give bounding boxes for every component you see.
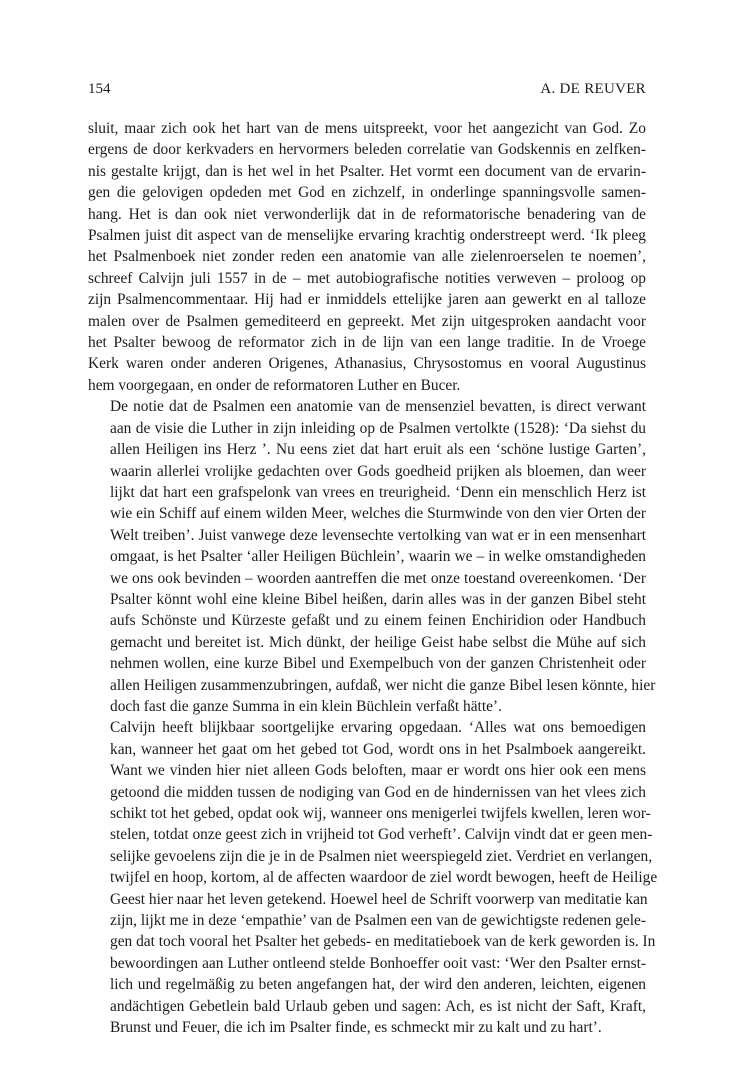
text-line: doch fast die ganze Summa in ein klein Büchlein verfaßt hätte’. (110, 697, 502, 715)
text-line: aan de visie die Luther in zijn inleiding op de Psalmen vertolkte (1528): ‘Da siehst du (110, 419, 646, 437)
text-line: andächtigen Gebetlein bald Urlaub geben und sagen: Ach, es ist nicht der Saft, Kraft, (110, 997, 646, 1015)
text-line: Calvijn heeft blijkbaar soortgelijke ervaring opgedaan. ‘Alles wat ons bemoedigen (110, 719, 646, 737)
text-line: Kerk waren onder anderen Origenes, Athanasius, Chrysostomus en vooral Augustinus (88, 355, 646, 373)
text-line: twijfel en hoop, kortom, al de affecten waardoor de ziel wordt bewogen, heeft de Heilige (110, 869, 658, 887)
text-line: het Psalter bewoog de reformator zich in de lijn van een lange traditie. In de Vroege (88, 334, 646, 352)
text-line: malen over de Psalmen gemediteerd en gepreekt. Met zijn uitgesproken aandacht voor (88, 312, 646, 330)
page-number: 154 (88, 81, 111, 97)
text-line: lijkt dat hart een grafspelonk van vrees en treurigheid. ‘Denn ein menschlich Herz ist (110, 483, 646, 501)
text-line: nis gestalte krijgt, dan is het wel in het Psalter. Het vormt een document van de ervarin- (88, 162, 646, 180)
text-line: schreef Calvijn juli 1557 in de – met autobiografische notities verweven – proloog op (88, 269, 646, 287)
text-line: ergens de door kerkvaders en hervormers beleden correlatie van Godskennis en zelfken- (88, 141, 646, 159)
text-line: bewoordingen aan Luther ontleend stelde Bonhoeffer ooit vast: ‘Wer den Psalter ernst- (110, 954, 646, 972)
text-line: hem voorgegaan, en onder de reformatoren Luther en Bucer. (88, 376, 461, 394)
paragraph-2 (88, 396, 656, 717)
text-line: zijn, lijkt me in deze ‘empathie’ van de Psalmen een van de gewichtigste redenen gele- (110, 912, 646, 930)
text-line: gen dat toch vooral het Psalter het gebeds- en meditatieboek van de kerk geworden is. In (110, 933, 656, 951)
text-line: lich und regelmäßig zu beten angefangen hat, der wird den anderen, leichten, eigenen (110, 976, 646, 994)
running-title: A. DE REUVER (540, 81, 646, 97)
paragraph-1 (88, 118, 646, 396)
text-line: omgaat, is het Psalter ‘aller Heiligen Büchlein’, waarin we – in welke omstandigheden (110, 548, 646, 566)
text-line: wie ein Schiff auf einem wilden Meer, welches die Sturmwinde von den vier Orten der (110, 505, 646, 523)
text-line: allen Heiligen zusammenzubringen, aufdaß, wer nicht die ganze Bibel lesen könnte, hier (110, 676, 656, 694)
text-line: Geest hier naar het leven getekend. Hoewel heel de Schrift voorwerp van meditatie kan (110, 890, 648, 908)
text-line: gen die gelovigen opdeden met God en zichzelf, in onderlinge spanningsvolle samen- (88, 184, 646, 202)
text-line: aufs Schönste und Kürzeste gefaßt und zu einem feinen Enchiridion oder Handbuch (110, 612, 646, 630)
text-line: sluit, maar zich ook het hart van de mens uitspreekt, voor het aangezicht van God. Zo (88, 120, 646, 137)
text-line: De notie dat de Psalmen een anatomie van de mensenziel bevatten, is direct verwant (110, 398, 646, 416)
text-line: Psalter könnt wohl eine kleine Bibel heißen, darin alles was in der ganzen Bibel steht (110, 590, 646, 608)
text-line: stelen, totdat onze geest zich in vrijheid tot God verheft’. Calvijn vindt dat er geen men- (110, 826, 653, 844)
body-text (88, 118, 658, 1038)
text-line: Psalmen juist dit aspect van de menselijke ervaring krachtig onderstreept werd. ‘Ik pleeg (88, 227, 646, 245)
text-line: gemacht und bereitet ist. Mich dünkt, der heilige Geist habe selbst die Mühe auf sich (110, 633, 646, 651)
paragraph-3 (88, 717, 658, 1038)
text-line: kan, wanneer het gaat om het gebed tot God, wordt ons in het Psalmboek aangereikt. (110, 740, 646, 758)
text-line: we ons ook bevinden – woorden aantreffen die met onze toestand overeenkomen. ‘Der (110, 569, 646, 587)
text-line: Brunst und Feuer, die ich im Psalter finde, es schmeckt mir zu kalt und zu hart’. (110, 1019, 602, 1037)
text-line: het Psalmenboek niet zonder reden een anatomie van alle zielenroerselen te noemen’, (88, 248, 646, 266)
text-line: getoond die midden tussen de nodiging van God en de hindernissen van het vlees zich (110, 783, 646, 801)
text-line: Want we vinden hier niet alleen Gods beloften, maar er wordt ons hier ook een mens (110, 762, 646, 780)
text-line: schikt tot het gebed, opdat ook wij, wanneer ons menigerlei twijfels kwellen, leren wor- (110, 805, 651, 822)
text-line: waarin allerlei vrolijke gedachten over Gods goedheid prijken als bloemen, dan weer (110, 462, 646, 480)
running-head (88, 78, 646, 100)
text-line: zijn Psalmencommentaar. Hij had er inmiddels ettelijke jaren aan gewerkt en al talloze (88, 291, 646, 309)
text-line: hang. Het is dan ook niet verwonderlijk dat in de reformatorische benadering van de (88, 205, 646, 223)
text-line: Welt treiben’. Juist vanwege deze levensechte vertolking van wat er in een mensenhart (110, 526, 646, 544)
text-line: selijke gevoelens zijn die je in de Psalmen niet weerspiegeld ziet. Verdriet en verlangen, (110, 847, 653, 865)
text-line: nehmen wollen, eine kurze Bibel und Exempelbuch von der ganzen Christenheit oder (110, 655, 646, 673)
text-line: allen Heiligen ins Herz ’. Nu eens ziet dat hart eruit als een ‘schöne lustige Garten’, (110, 441, 646, 459)
